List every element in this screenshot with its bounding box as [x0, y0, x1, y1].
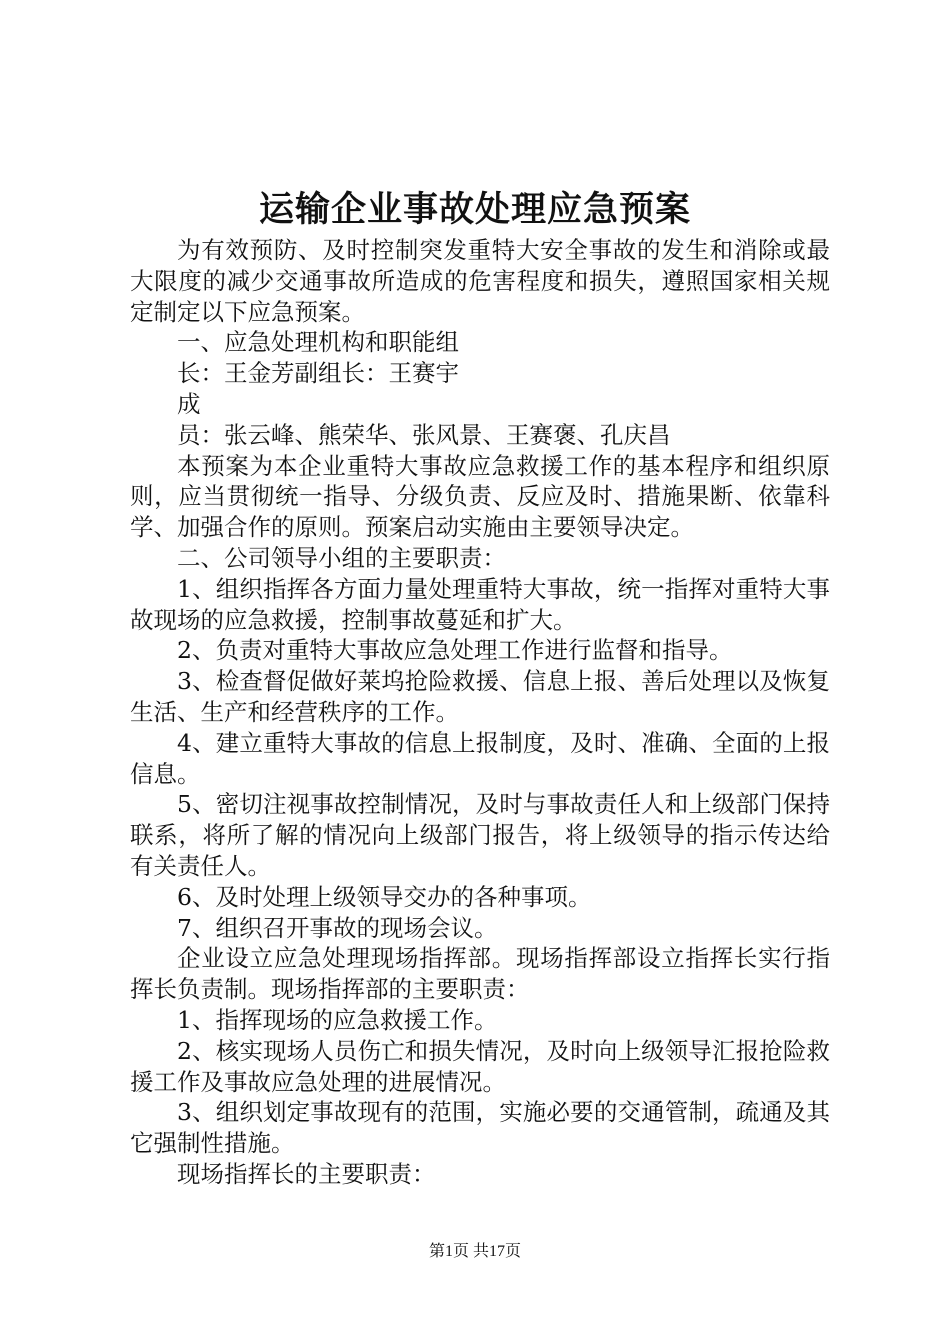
- document-body: [130, 235, 830, 1190]
- list-item: 5、密切注视事故控制情况，及时与事故责任人和上级部门保持联系，将所了解的情况向上级部门报告，将上级领导的指示传达给有关责任人。: [130, 790, 830, 880]
- list-item: 1、指挥现场的应急救援工作。: [177, 1005, 498, 1034]
- list-item: 4、建立重特大事故的信息上报制度，及时、准确、全面的上报信息。: [130, 728, 830, 788]
- section-heading-2: 二、公司领导小组的主要职责：: [177, 543, 506, 572]
- page-number: 第1页 共17页: [428, 1243, 521, 1260]
- paragraph-principles: 本预案为本企业重特大事故应急救援工作的基本程序和组织原则，应当贯彻统一指导、分级负责、反应及时、措施果断、依靠科学、加强合作的原则。预案启动实施由主要领导决定。: [130, 451, 830, 542]
- list-item: 7、组织召开事故的现场会议。: [177, 913, 498, 942]
- page-footer: [0, 1240, 950, 1264]
- paragraph-intro: 为有效预防、及时控制突发重特大安全事故的发生和消除或最大限度的减少交通事故所造成的危害程度和损失，遵照国家相关规定制定以下应急预案。: [130, 236, 830, 326]
- section-heading-1: 一、应急处理机构和职能组: [177, 328, 459, 357]
- list-item: 1、组织指挥各方面力量处理重特大事故，统一指挥对重特大事故现场的应急救援，控制事故蔓延和扩大。: [130, 574, 830, 634]
- document-title: 运输企业事故处理应急预案: [258, 189, 691, 230]
- paragraph-member-label: 成: [177, 389, 201, 418]
- paragraph-command-post: 企业设立应急处理现场指挥部。现场指挥部设立指挥长实行指挥长负责制。现场指挥部的主要职责：: [130, 944, 830, 1004]
- paragraph-leader: 长：王金芳副组长：王赛宇: [177, 359, 459, 388]
- list-item: 2、核实现场人员伤亡和损失情况，及时向上级领导汇报抢险救援工作及事故应急处理的进展情况。: [130, 1036, 830, 1096]
- list-item: 2、负责对重特大事故应急处理工作进行监督和指导。: [177, 636, 733, 665]
- paragraph-members: 员：张云峰、熊荣华、张风景、王赛褒、孔庆昌: [177, 420, 671, 449]
- list-item: 6、及时处理上级领导交办的各种事项。: [177, 882, 592, 911]
- paragraph-commander-duties: 现场指挥长的主要职责：: [177, 1159, 436, 1188]
- list-item: 3、检查督促做好莱坞抢险救援、信息上报、善后处理以及恢复生活、生产和经营秩序的工作。: [130, 667, 830, 726]
- list-item: 3、组织划定事故现有的范围，实施必要的交通管制，疏通及其它强制性措施。: [130, 1098, 830, 1158]
